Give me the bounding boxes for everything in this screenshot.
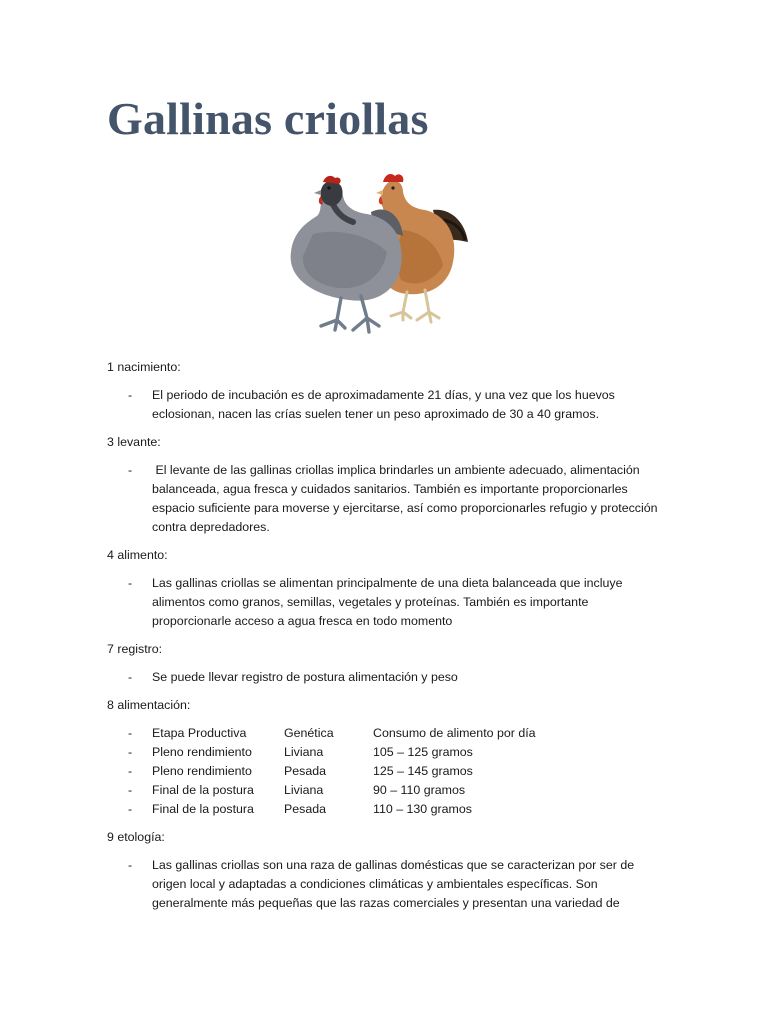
dash-bullet: -: [128, 745, 133, 759]
section-nacimiento: [107, 358, 667, 424]
list-item-text: Se puede llevar registro de postura alimentación y peso: [152, 670, 458, 684]
section-alimento: [107, 546, 667, 631]
section-heading: 8 alimentación:: [107, 698, 191, 712]
table-cell-consumption: 110 – 130 gramos: [373, 802, 472, 816]
column-header-consumption: Consumo de alimento por día: [373, 726, 536, 740]
list-item: [107, 386, 667, 424]
section-heading: 1 nacimiento:: [107, 360, 181, 374]
two-hens-illustration-icon: [283, 170, 478, 338]
table-cell-stage: Final de la postura: [152, 802, 254, 816]
table-row: [107, 800, 667, 819]
table-row: [107, 762, 667, 781]
dash-bullet: -: [128, 463, 133, 477]
table-row: [107, 743, 667, 762]
column-header-genetics: Genética: [284, 726, 334, 740]
document-body: [107, 358, 667, 922]
table-cell-stage: Final de la postura: [152, 783, 254, 797]
dash-bullet: -: [128, 576, 133, 590]
list-item-text: El periodo de incubación es de aproximadamente 21 días, y una vez que los huevos eclosionan, nacen las crías suelen tener un peso aproximado de 30 a 40 gramos.: [152, 388, 615, 421]
table-cell-consumption: 105 – 125 gramos: [373, 745, 473, 759]
list-item: [107, 574, 667, 631]
feeding-table: [107, 724, 667, 819]
section-levante: [107, 433, 667, 537]
dash-bullet: -: [128, 783, 133, 797]
table-cell-genetics: Liviana: [284, 783, 324, 797]
dash-bullet: -: [128, 670, 133, 684]
list-item: [107, 668, 667, 687]
dash-bullet: -: [128, 764, 133, 778]
table-cell-genetics: Pesada: [284, 764, 327, 778]
section-registro: [107, 640, 667, 687]
section-etologia: [107, 828, 667, 913]
dash-bullet: -: [128, 802, 133, 816]
list-item-text: Las gallinas criollas son una raza de gallinas domésticas que se caracterizan por ser de origen local y adaptadas a condiciones climáticas y ambientales específicas. Son generalmente más pequeñas que las razas comerciales y presentan una variedad de: [152, 858, 635, 910]
feeding-table-header: [107, 724, 667, 743]
list-item-text: El levante de las gallinas criollas implica brindarles un ambiente adecuado, alimentación balanceada, agua fresca y cuidados sanitarios. También es importante proporcionarles espacio suficiente para moverse y ejercitarse, así como proporcionarles refugio y protección contra depredadores.: [152, 463, 661, 534]
list-item-text: Las gallinas criollas se alimentan principalmente de una dieta balanceada que incluye alimentos como granos, semillas, vegetales y proteínas. También es importante proporcionarle acceso a agua fresca en todo momento: [152, 576, 623, 628]
dash-bullet: -: [128, 388, 133, 402]
table-cell-stage: Pleno rendimiento: [152, 764, 252, 778]
column-header-stage: Etapa Productiva: [152, 726, 247, 740]
list-item: [107, 461, 667, 537]
page-title: Gallinas criollas: [107, 93, 429, 144]
table-cell-genetics: Liviana: [284, 745, 324, 759]
list-item: [107, 856, 667, 913]
section-heading: 9 etología:: [107, 830, 165, 844]
section-heading: 4 alimento:: [107, 548, 168, 562]
table-cell-consumption: 90 – 110 gramos: [373, 783, 466, 797]
table-row: [107, 781, 667, 800]
table-cell-stage: Pleno rendimiento: [152, 745, 252, 759]
section-heading: 7 registro:: [107, 642, 163, 656]
section-alimentacion: [107, 696, 667, 819]
dash-bullet: -: [128, 858, 133, 872]
table-cell-consumption: 125 – 145 gramos: [373, 764, 473, 778]
table-cell-genetics: Pesada: [284, 802, 327, 816]
dash-bullet: -: [128, 726, 133, 740]
section-heading: 3 levante:: [107, 435, 161, 449]
